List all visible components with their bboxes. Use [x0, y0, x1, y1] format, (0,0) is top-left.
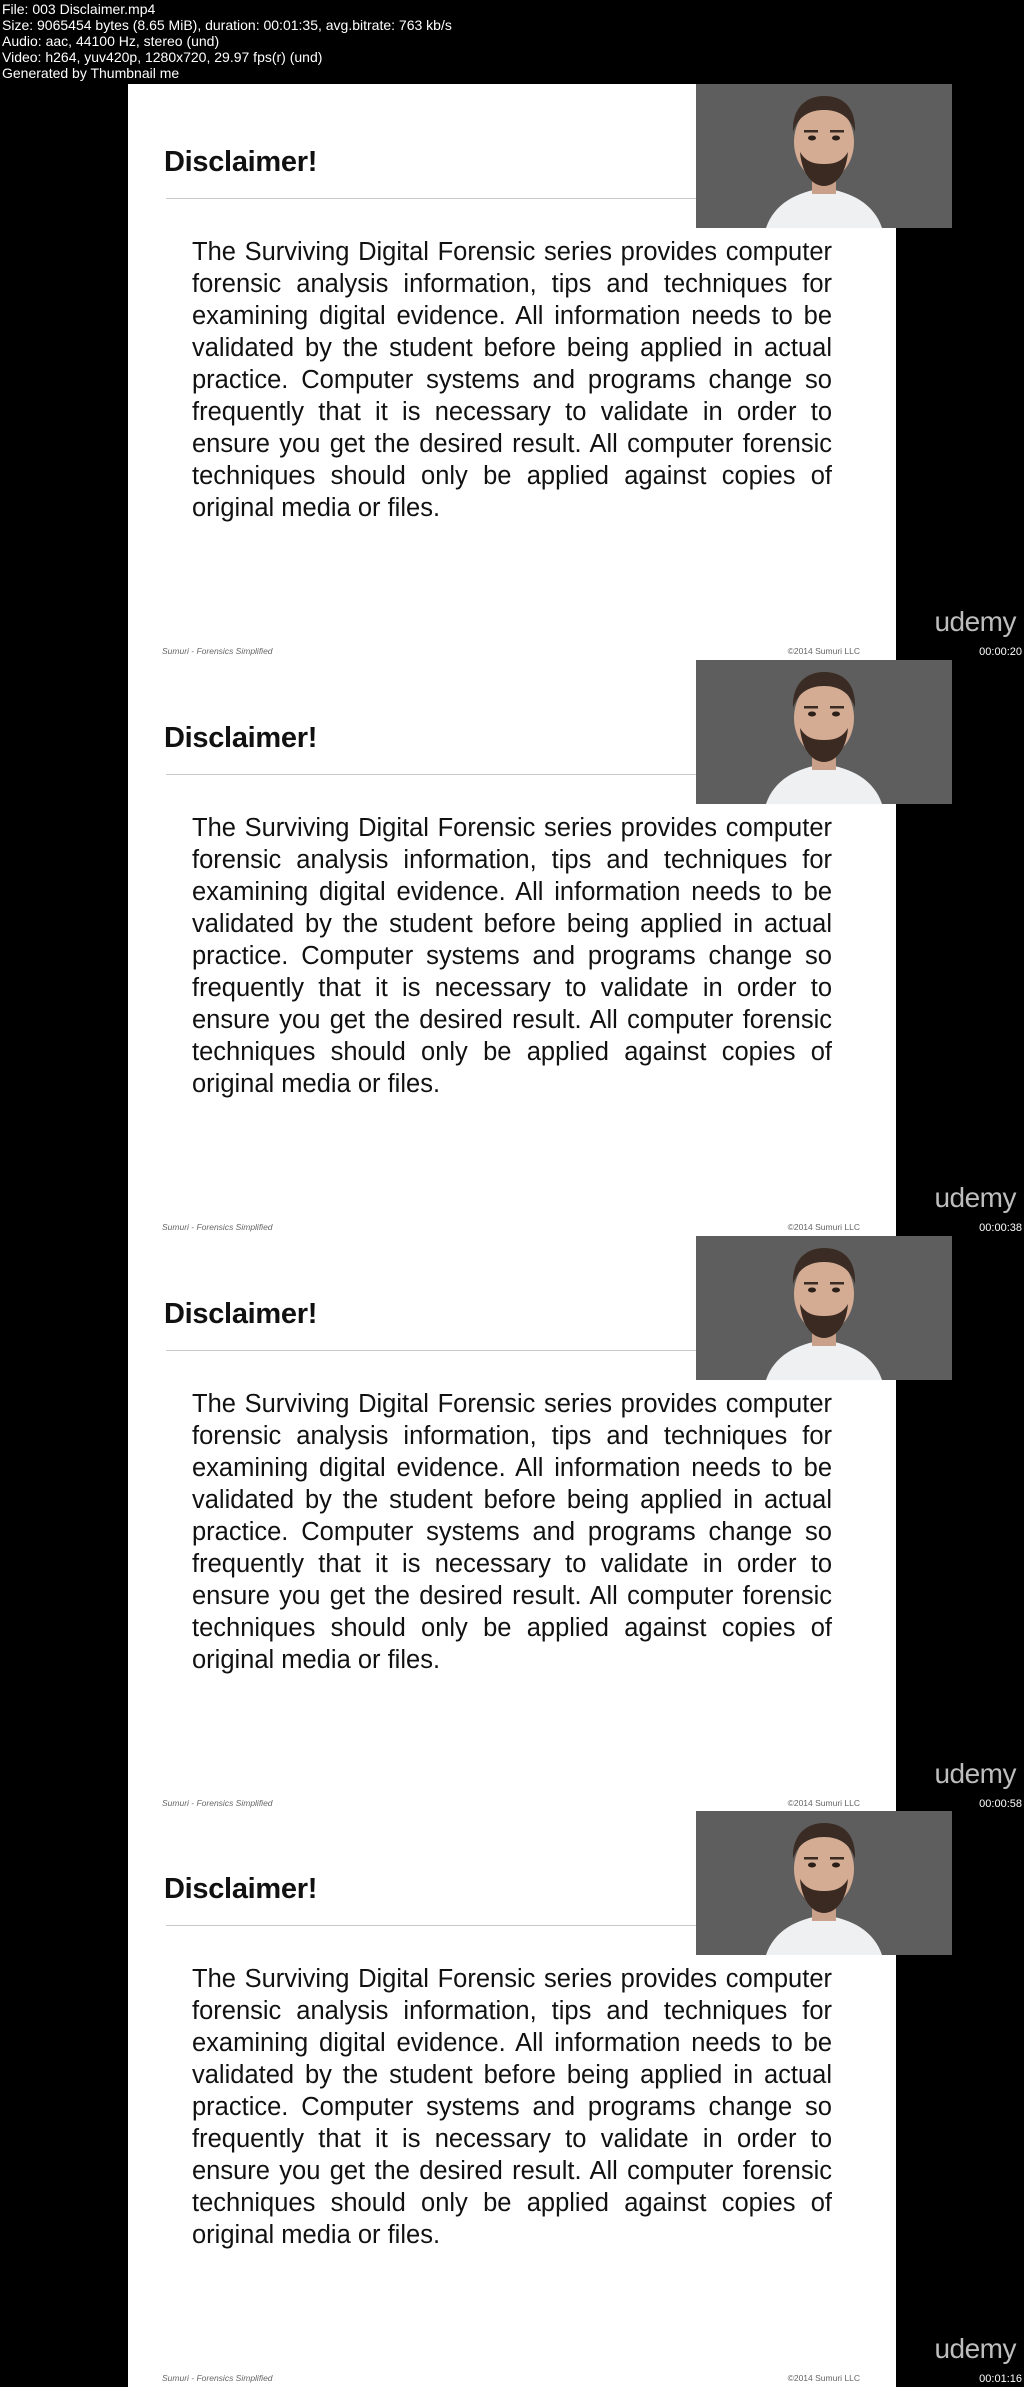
slide-footer-right: ©2014 Sumuri LLC	[787, 646, 860, 656]
file-info-line: Size: 9065454 bytes (8.65 MiB), duration: 00:01:35, avg.bitrate: 763 kb/s	[2, 17, 452, 33]
slide-footer-right: ©2014 Sumuri LLC	[787, 1222, 860, 1232]
timecode: 00:00:58	[979, 1798, 1022, 1810]
slide-footer-right: ©2014 Sumuri LLC	[787, 1798, 860, 1808]
udemy-logo: udemy	[934, 606, 1016, 637]
slide-footer-left: Sumuri - Forensics Simplified	[162, 2373, 273, 2383]
udemy-logo: udemy	[934, 2333, 1016, 2364]
slide-title: Disclaimer!	[164, 722, 318, 754]
slide-title: Disclaimer!	[164, 1298, 318, 1330]
video-frame	[0, 1236, 1024, 1812]
slide-title: Disclaimer!	[164, 1873, 318, 1905]
presenter-webcam	[696, 1236, 952, 1380]
timecode: 00:00:38	[979, 1222, 1022, 1234]
file-info	[2, 1, 452, 81]
slide-body-text: The Surviving Digital Forensic series provides computer forensic analysis information, tips and techniques for examining digital evidence. All information needs to be validated by the student before being applied in actual practice. Computer systems and programs change so frequently that it is necessary to validate in order to ensure you get the desired result. All computer forensic techniques should only be applied against copies of original media or files.	[192, 814, 832, 1098]
slide-title: Disclaimer!	[164, 146, 318, 178]
video-frame	[0, 660, 1024, 1236]
file-info-line: Generated by Thumbnail me	[2, 65, 180, 81]
slide-body-text: The Surviving Digital Forensic series provides computer forensic analysis information, tips and techniques for examining digital evidence. All information needs to be validated by the student before being applied in actual practice. Computer systems and programs change so frequently that it is necessary to validate in order to ensure you get the desired result. All computer forensic techniques should only be applied against copies of original media or files.	[192, 1965, 832, 2249]
timecode: 00:00:20	[979, 646, 1022, 658]
file-info-line: Video: h264, yuv420p, 1280x720, 29.97 fps(r) (und)	[2, 49, 323, 65]
video-frame	[0, 84, 1024, 660]
slide-footer-left: Sumuri - Forensics Simplified	[162, 646, 273, 656]
slide-body-text: The Surviving Digital Forensic series provides computer forensic analysis information, tips and techniques for examining digital evidence. All information needs to be validated by the student before being applied in actual practice. Computer systems and programs change so frequently that it is necessary to validate in order to ensure you get the desired result. All computer forensic techniques should only be applied against copies of original media or files.	[192, 1390, 832, 1674]
presenter-webcam	[696, 1811, 952, 1955]
timecode: 00:01:16	[979, 2373, 1022, 2385]
slide-body-text: The Surviving Digital Forensic series provides computer forensic analysis information, tips and techniques for examining digital evidence. All information needs to be validated by the student before being applied in actual practice. Computer systems and programs change so frequently that it is necessary to validate in order to ensure you get the desired result. All computer forensic techniques should only be applied against copies of original media or files.	[192, 238, 832, 522]
udemy-logo: udemy	[934, 1182, 1016, 1213]
presenter-webcam	[696, 84, 952, 228]
video-frame	[0, 1811, 1024, 2387]
file-info-line: File: 003 Disclaimer.mp4	[2, 1, 156, 17]
presenter-webcam	[696, 660, 952, 804]
slide-footer-right: ©2014 Sumuri LLC	[787, 2373, 860, 2383]
file-info-line: Audio: aac, 44100 Hz, stereo (und)	[2, 33, 220, 49]
slide-footer-left: Sumuri - Forensics Simplified	[162, 1798, 273, 1808]
slide-footer-left: Sumuri - Forensics Simplified	[162, 1222, 273, 1232]
udemy-logo: udemy	[934, 1758, 1016, 1789]
